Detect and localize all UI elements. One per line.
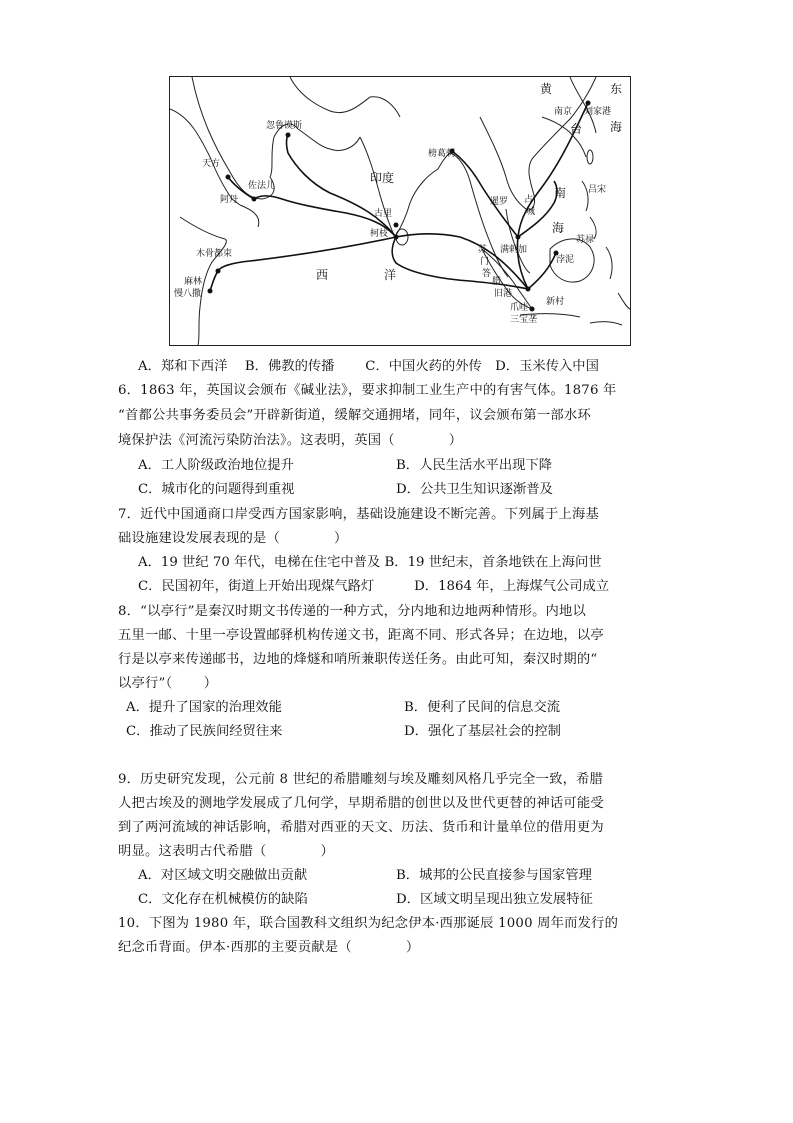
map-label-xi: 西: [316, 268, 329, 282]
map-label-sulu: 苏禄: [576, 235, 595, 245]
map-label-xianluo: 暹罗: [490, 197, 509, 207]
map-label-men: 门: [480, 257, 490, 267]
map-label-manlajia: 满剌加: [500, 245, 528, 255]
q9-option-b: B．城邦的公民直接参与国家管理: [396, 868, 592, 883]
map-label-manbasa: 慢八撒: [174, 289, 202, 299]
q7-stem-line-2: 础设施建设发展表现的是（ ）: [118, 531, 348, 546]
map-label-hormuz: 忽鲁谟斯: [266, 121, 303, 131]
map-label-huanghai: 黄: [540, 82, 553, 96]
map-label-da: 答: [482, 269, 492, 279]
q8-option-a: A．提升了国家的治理效能: [126, 700, 282, 715]
map-label-sanbaolong: 三宝垄: [510, 315, 538, 325]
q9-option-d: D．区域文明呈现出独立发展特征: [396, 892, 593, 907]
map-label-adan: 阿丹: [220, 195, 239, 205]
q9-stem-line-3: 到了两河流域的神话影响，希腊对西亚的天文、历法、货币和计量单位的借用更为: [118, 820, 604, 835]
map-label-su: 苏: [478, 245, 488, 255]
q8-stem-line-3: 行是以亭来传递邮书，边地的烽燧和哨所兼职传送任务。由此可知，秦汉时期的“: [118, 652, 598, 667]
map-label-cheng: 城: [526, 207, 536, 217]
map-label-nanjing: 南京: [554, 107, 573, 117]
map-label-la: 腊: [492, 277, 502, 287]
map-label-nan: 南: [554, 186, 567, 200]
map-label-jiugang: 旧港: [494, 289, 513, 299]
map-label-xincun: 新村: [546, 297, 565, 307]
map-label-liujiagang: 刘家港: [584, 107, 612, 117]
map-label-taiwan: 台: [570, 122, 583, 136]
q6-stem-line-1: 6．1863 年，英国议会颁布《碱业法》，要求抑制工业生产中的有害气体。1876 年: [118, 383, 617, 398]
q7-options-cd: C．民国初年，街道上开始出现煤气路灯 D．1864 年，上海煤气公司成立: [138, 579, 610, 594]
map-label-yindu: 印度: [370, 171, 395, 185]
q5-options: A．郑和下西洋 B．佛教的传播 C．中国火药的外传 D．玉米传入中国: [138, 359, 599, 374]
q8-option-c: C．推动了民族间经贸往来: [126, 724, 283, 739]
q8-stem-line-4: 以亭行”（ ）: [118, 676, 218, 691]
map-label-guli: 古里: [374, 209, 393, 219]
q6-option-a: A．工人阶级政治地位提升: [138, 458, 294, 473]
map-label-mugudushu: 木骨都束: [196, 249, 233, 259]
q9-stem-line-1: 9．历史研究发现，公元前 8 世纪的希腊雕刻与埃及雕刻风格几乎完全一致，希腊: [118, 772, 604, 787]
q9-option-c: C．文化存在机械模仿的缺陷: [138, 892, 308, 907]
q6-option-b: B．人民生活水平出现下降: [396, 458, 553, 473]
map-label-sea: 海: [552, 221, 565, 235]
q10-stem-line-1: 10．下图为 1980 年，联合国教科文组织为纪念伊本·西那诞辰 1000 周年而发行的: [118, 916, 619, 931]
q6-option-c: C．城市化的问题得到重视: [138, 482, 295, 497]
map-label-bangala: 榜葛剌: [428, 149, 456, 159]
q10-stem-line-2: 纪念币背面。伊本·西那的主要贡献是（ ）: [118, 940, 420, 955]
q9-option-a: A．对区域文明交融做出贡献: [138, 868, 308, 883]
q9-stem-line-4: 明显。这表明古代希腊（ ）: [118, 844, 334, 859]
q6-stem-line-2: “首都公共事务委员会”开辟新街道，缓解交通拥堵，同年，议会颁布第一部水环: [118, 408, 591, 423]
map-label-boni: 浡泥: [556, 255, 575, 265]
q6-option-d: D．公共卫生知识逐渐普及: [396, 482, 553, 497]
map-label-hai: 海: [610, 120, 623, 134]
map-label-zhuawa: 爪哇: [510, 303, 529, 313]
q8-stem-line-2: 五里一邮、十里一亭设置邮驿机构传递文书，距离不同、形式各异；在边地，以亭: [118, 628, 604, 643]
q7-stem-line-1: 7．近代中国通商口岸受西方国家影响，基础设施建设不断完善。下列属于上海基: [118, 507, 600, 522]
q8-option-d: D．强化了基层社会的控制: [404, 724, 561, 739]
q6-stem-line-3: 境保护法《河流污染防治法》。这表明，英国（ ）: [118, 433, 463, 448]
map-label-kezhi: 柯枝: [370, 229, 389, 239]
map-label-zhan: 占: [524, 195, 534, 205]
voyage-map: [169, 76, 631, 346]
map-label-zufaer: 佐法儿: [248, 181, 276, 191]
map-label-lvsong: 吕宋: [588, 185, 607, 195]
map-label-yang: 洋: [384, 268, 397, 282]
map-label-malin: 麻林: [184, 277, 203, 287]
map-label-dong: 东: [610, 82, 623, 96]
q8-option-b: B．便利了民间的信息交流: [404, 700, 561, 715]
q9-stem-line-2: 人把古埃及的测地学发展成了几何学，早期希腊的创世以及世代更替的神话可能受: [118, 796, 604, 811]
map-label-tianfang: 天方: [202, 159, 221, 169]
q8-stem-line-1: 8．“以亭行”是秦汉时期文书传递的一种方式，分内地和边地两种情形。内地以: [118, 604, 587, 619]
q7-options-ab: A．19 世纪 70 年代，电梯在住宅中普及 B．19 世纪末，首条地铁在上海问世: [138, 555, 602, 570]
